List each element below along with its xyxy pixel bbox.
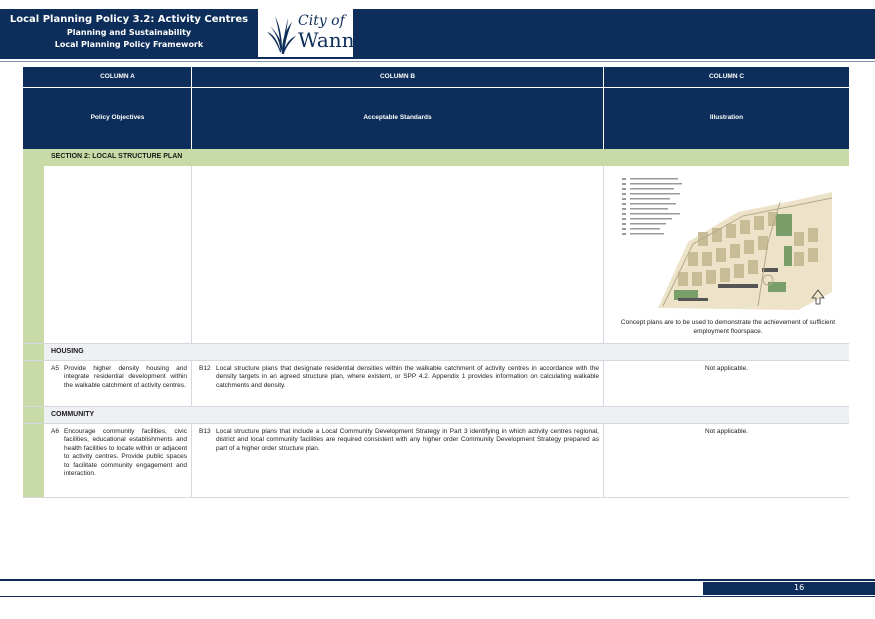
- illustration-cell: [603, 166, 849, 343]
- community-heading: COMMUNITY: [51, 411, 95, 418]
- header-bar: [353, 9, 875, 57]
- standard-number: B12: [199, 365, 211, 372]
- policy-objectives-title: Policy Objectives: [90, 114, 145, 121]
- empty-objective-cell: [44, 166, 191, 343]
- city-logo: [262, 12, 400, 56]
- column-b-header: COLUMN B: [191, 67, 603, 87]
- row-strip: [23, 361, 44, 406]
- acceptable-standards-title: Acceptable Standards: [191, 88, 603, 149]
- framework-name: Local Planning Policy Framework: [54, 40, 204, 49]
- housing-standard-cell: [191, 361, 603, 406]
- column-title-row: [23, 87, 849, 149]
- illustration-caption: Concept plans are to be used to demonstrate the achievement of sufficient employment floorspace.: [620, 319, 836, 335]
- row-strip: [23, 88, 44, 149]
- not-applicable-text: Not applicable.: [705, 365, 748, 372]
- row-strip: [23, 344, 44, 360]
- row-strip: [23, 166, 44, 343]
- housing-objective-cell: [44, 361, 191, 406]
- footer-page-bar: [703, 582, 875, 595]
- housing-heading-row: [23, 344, 849, 361]
- header-divider: [0, 57, 875, 59]
- logo-wordmark: [298, 13, 400, 51]
- housing-illustration-cell: [603, 361, 849, 406]
- page-header: [0, 0, 875, 62]
- policy-title: Local Planning Policy 3.2: Activity Centres: [9, 14, 249, 25]
- header-divider-thin: [0, 61, 875, 62]
- objective-number: A6: [51, 428, 59, 435]
- objective-text: Provide higher density housing and integrate residential development within the walkable catchment of activity centres.: [64, 365, 187, 389]
- footer-divider: [0, 579, 875, 581]
- logo-city-name: Wanneroo: [298, 28, 400, 52]
- page-number: 16: [794, 583, 805, 592]
- row-strip: [23, 407, 44, 423]
- community-objective-cell: [44, 424, 191, 497]
- community-standard-cell: [191, 424, 603, 497]
- illustration-row: [23, 166, 849, 344]
- not-applicable-text: Not applicable.: [705, 428, 748, 435]
- housing-row: [23, 361, 849, 407]
- empty-standard-cell: [191, 166, 603, 343]
- column-a-header: COLUMN A: [100, 73, 135, 80]
- concept-plan-image: [618, 172, 834, 314]
- grass-tree-icon: [266, 14, 296, 54]
- logo-city-of: City of: [298, 13, 345, 29]
- standard-text: Local structure plans that include a Local Community Development Strategy in Part 3 identifying in which activity centres regional, district and local community facilities are required consistent with any higher order Community Development Strategy prepared as part of a higher order structure plan.: [216, 428, 599, 452]
- standard-text: Local structure plans that designate residential densities within the walkable catchment of activity centres in accordance with the density targets in an agreed structure plan, where existent, or SPP 4.2. Appendix 1 provides information on calculating walkable catchments and density.: [216, 365, 599, 389]
- community-illustration-cell: [603, 424, 849, 497]
- header-title-block: [0, 9, 258, 57]
- column-header-row: [23, 67, 849, 87]
- policy-table: [23, 67, 849, 498]
- illustration-title: Illustration: [603, 88, 849, 149]
- row-strip: [23, 424, 44, 497]
- objective-text: Encourage community facilities, civic facilities, educational establishments and health facilities to locate within or adjacent to activity centres. Provide public spaces to facilitate community engagement and interaction.: [64, 428, 187, 478]
- column-c-header: COLUMN C: [603, 67, 849, 87]
- housing-heading: HOUSING: [51, 348, 84, 355]
- community-row: [23, 424, 849, 498]
- objective-number: A5: [51, 365, 59, 372]
- section-heading-row: [23, 149, 849, 166]
- footer-divider-bottom: [0, 596, 875, 597]
- community-heading-row: [23, 407, 849, 424]
- standard-number: B13: [199, 428, 211, 435]
- department-name: Planning and Sustainability: [66, 28, 192, 37]
- section-heading: SECTION 2: LOCAL STRUCTURE PLAN: [51, 153, 183, 160]
- row-strip: [23, 67, 44, 87]
